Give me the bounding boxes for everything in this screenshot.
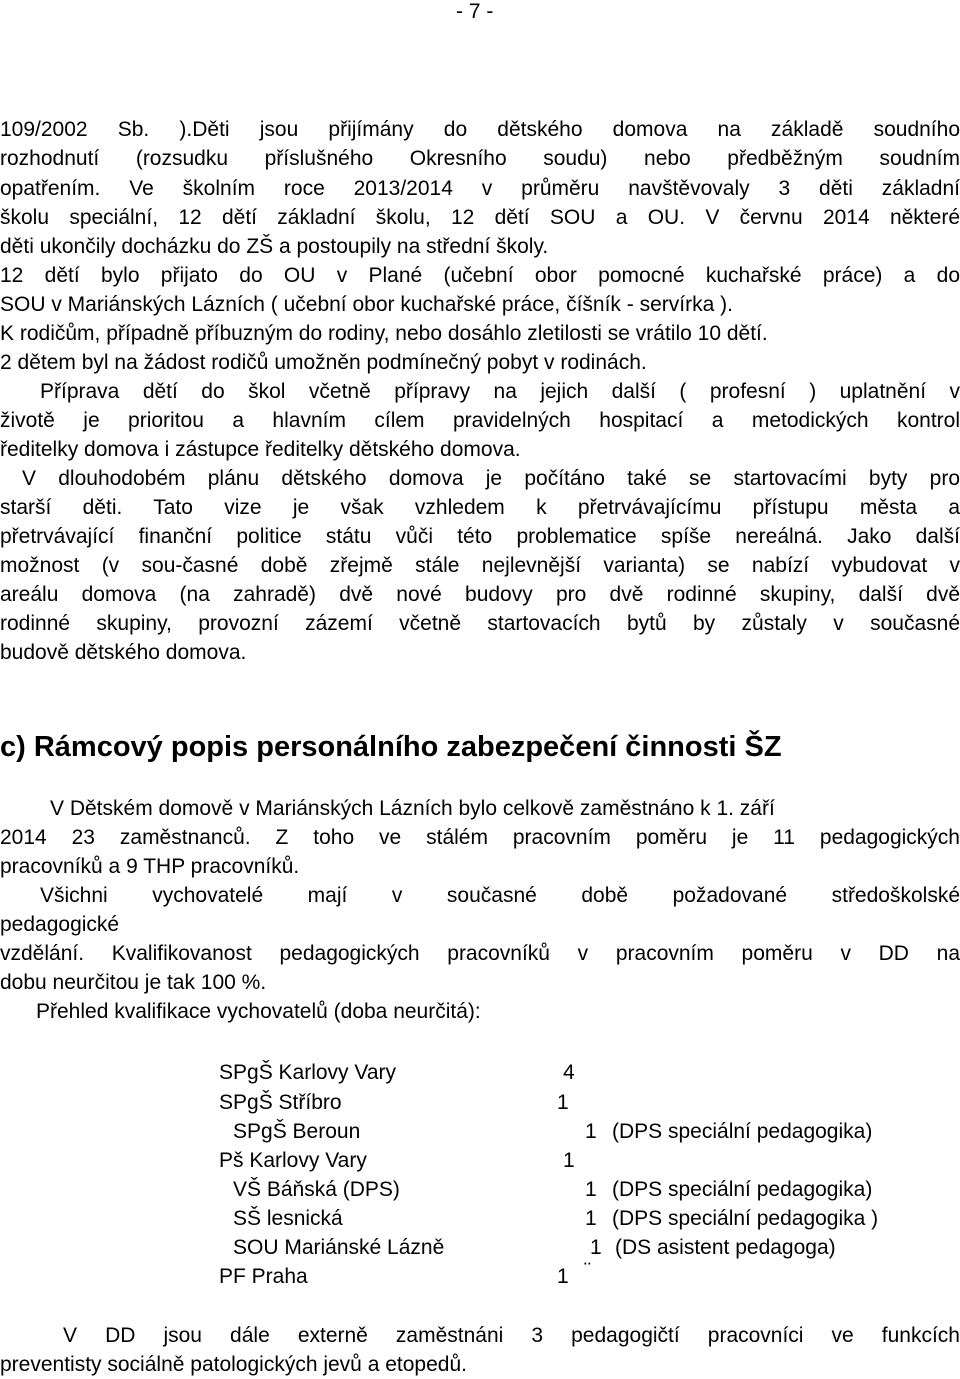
- qualification-name: SOU Mariánské Lázně: [233, 1236, 445, 1259]
- qualification-name: VŠ Báňská (DPS): [233, 1178, 400, 1201]
- para2-line-2: životě je prioritou a hlavním cílem pravidelných hospitací a metodických kontrol: [0, 409, 960, 432]
- para1-line-5: děti ukončily docházku do ZŠ a postoupily na střední školy.: [0, 235, 549, 258]
- qualification-note: (DPS speciální pedagogika ): [612, 1207, 879, 1230]
- para3-line-6: rodinné skupiny, provozní zázemí včetně startovacích bytů by zůstaly v současné: [0, 612, 960, 635]
- para4-line-3: pracovníků a 9 THP pracovníků.: [0, 855, 300, 878]
- para2-line-1: Příprava dětí do škol včetně přípravy na jejich další ( profesní ) uplatnění v: [40, 380, 960, 403]
- para1-line-8: K rodičům, případně příbuzným do rodiny, nebo dosáhlo zletilosti se vrátilo 10 dětí.: [0, 322, 768, 345]
- qualification-count: 1: [585, 1207, 597, 1230]
- para4-line-2: 2014 23 zaměstnanců. Z toho ve stálém pracovním poměru je 11 pedagogických: [0, 826, 960, 849]
- qualification-note: (DPS speciální pedagogika): [612, 1178, 873, 1201]
- qualification-count: 1: [557, 1265, 569, 1288]
- para3-line-5: areálu domova (na zahradě) dvě nové budovy pro dvě rodinné skupiny, další dvě: [0, 583, 960, 606]
- para1-line-7: SOU v Mariánských Lázních ( učební obor kuchařské práce, číšník - servírka ).: [0, 293, 733, 316]
- para1-line-9: 2 dětem byl na žádost rodičů umožněn podmínečný pobyt v rodinách.: [0, 351, 647, 374]
- qualification-name: SPgŠ Karlovy Vary: [219, 1061, 397, 1084]
- qualifications-title: Přehled kvalifikace vychovatelů (doba neurčitá):: [36, 1000, 481, 1023]
- para1-line-3: opatřením. Ve školním roce 2013/2014 v průměru navštěvovaly 3 děti základní: [0, 177, 960, 200]
- qualification-note: ¨: [584, 1259, 591, 1282]
- qualification-name: SŠ lesnická: [233, 1207, 343, 1230]
- para1-line-4: školu speciální, 12 dětí základní školu, 12 dětí SOU a OU. V červnu 2014 některé: [0, 206, 960, 229]
- qualification-count: 1: [557, 1091, 569, 1114]
- para3-line-7: budově dětského domova.: [0, 641, 247, 664]
- qualification-count: 1: [563, 1149, 575, 1172]
- para6-line-2: preventisty sociálně patologických jevů a etopedů.: [0, 1353, 467, 1376]
- qualification-name: PF Praha: [219, 1265, 308, 1288]
- qualification-name: SPgŠ Stříbro: [219, 1091, 342, 1114]
- para1-line-1: 109/2002 Sb. ).Děti jsou přijímány do dětského domova na základě soudního: [0, 118, 960, 141]
- qualification-count: 4: [563, 1061, 575, 1084]
- para5-line-4: dobu neurčitou je tak 100 %.: [0, 971, 267, 994]
- qualification-count: 1: [590, 1236, 602, 1259]
- para3-line-4: možnost (v sou-časné době zřejmě stále nejlevnější varianta) se nabízí vybudovat v: [0, 554, 960, 577]
- para6-line-1: V DD jsou dále externě zaměstnáni 3 pedagogičtí pracovníci ve funkcích: [63, 1324, 960, 1347]
- qualification-count: 1: [585, 1120, 597, 1143]
- para3-line-3: přetrvávající finanční politice státu vůči této problematice spíše nereálná. Jako další: [0, 525, 960, 548]
- qualification-note: (DS asistent pedagoga): [615, 1236, 836, 1259]
- para3-line-1: V dlouhodobém plánu dětského domova je počítáno také se startovacími byty pro: [22, 467, 960, 490]
- para2-line-3: ředitelky domova i zástupce ředitelky dětského domova.: [0, 438, 521, 461]
- page-number: - 7 -: [456, 0, 494, 23]
- qualification-name: Pš Karlovy Vary: [219, 1149, 367, 1172]
- para5-line-1: Všichni vychovatelé mají v současné době požadované středoškolské: [40, 884, 960, 907]
- para5-line-3: vzdělání. Kvalifikovanost pedagogických pracovníků v pracovním poměru v DD na: [0, 942, 960, 965]
- para1-line-2: rozhodnutí (rozsudku příslušného Okresního soudu) nebo předběžným soudním: [0, 147, 960, 170]
- para3-line-2: starší děti. Tato vize je však vzhledem k přetrvávajícímu přístupu města a: [0, 496, 960, 519]
- section-heading: c) Rámcový popis personálního zabezpečení činnosti ŠZ: [0, 731, 782, 763]
- qualification-note: (DPS speciální pedagogika): [612, 1120, 873, 1143]
- para4-line-1: V Dětském domově v Mariánských Lázních bylo celkově zaměstnáno k 1. září: [50, 797, 775, 820]
- qualification-count: 1: [585, 1178, 597, 1201]
- para5-line-2: pedagogické: [0, 913, 120, 936]
- qualification-name: SPgŠ Beroun: [233, 1120, 361, 1143]
- para1-line-6: 12 dětí bylo přijato do OU v Plané (učební obor pomocné kuchařské práce) a do: [0, 264, 960, 287]
